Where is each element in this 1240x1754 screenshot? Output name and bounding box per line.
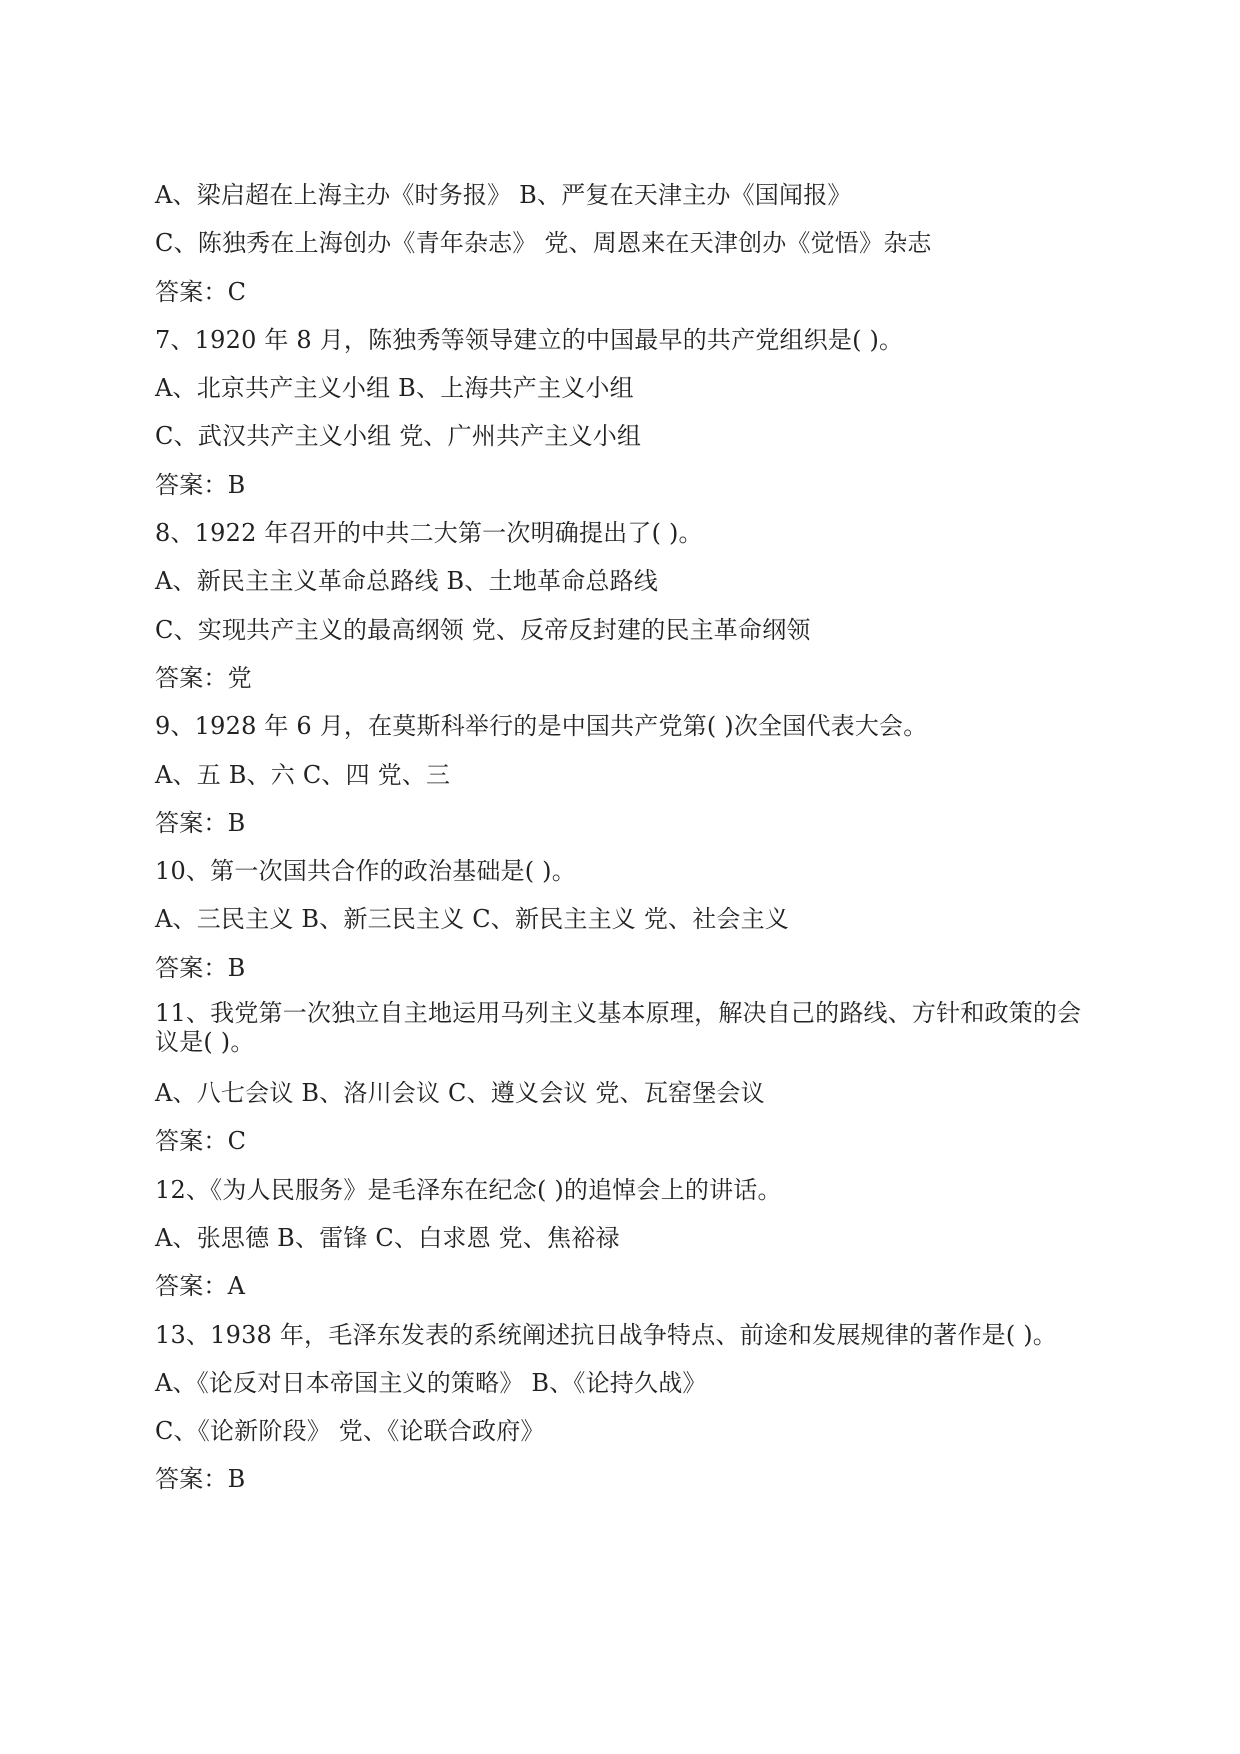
option-line: A、新民主主义革命总路线 B、土地革命总路线: [155, 567, 658, 596]
answer-line: 答案：C: [155, 277, 247, 306]
answer-line: 答案：B: [155, 470, 246, 499]
option-line: C、陈独秀在上海创办《青年杂志》 党、周恩来在天津创办《觉悟》杂志: [155, 229, 932, 258]
option-line: A、北京共产主义小组 B、上海共产主义小组: [155, 374, 634, 403]
option-line: C、武汉共产主义小组 党、广州共产主义小组: [155, 422, 642, 451]
answer-line: 答案：B: [155, 1465, 246, 1494]
answer-line: 答案：党: [155, 663, 252, 692]
question-11: 11、我党第一次独立自主地运用马列主义基本原理，解决自己的路线、方针和政策的会议是( )。: [155, 999, 1082, 1057]
option-line: A、三民主义 B、新三民主义 C、新民主主义 党、社会主义: [155, 905, 790, 934]
option-line: A、八七会议 B、洛川会议 C、遵义会议 党、瓦窑堡会议: [155, 1079, 765, 1108]
question-10: 10、第一次国共合作的政治基础是( )。: [155, 857, 576, 886]
question-9: 9、1928 年 6 月，在莫斯科举行的是中国共产党第( )次全国代表大会。: [155, 712, 928, 741]
question-13: 13、1938 年，毛泽东发表的系统阐述抗日战争特点、前途和发展规律的著作是( )。: [155, 1320, 1057, 1349]
answer-line: 答案：B: [155, 953, 246, 982]
option-line: A、五 B、六 C、四 党、三: [155, 760, 451, 789]
option-line: C、实现共产主义的最高纲领 党、反帝反封建的民主革命纲领: [155, 615, 811, 644]
question-7: 7、1920 年 8 月，陈独秀等领导建立的中国最早的共产党组织是( )。: [155, 325, 904, 354]
option-line: A、张思德 B、雷锋 C、白求恩 党、焦裕禄: [155, 1223, 620, 1252]
document-body: [155, 178, 1085, 1511]
option-line: A、梁启超在上海主办《时务报》 B、严复在天津主办《国闻报》: [155, 181, 852, 209]
question-12: 12、《为人民服务》是毛泽东在纪念( )的追悼会上的讲话。: [155, 1175, 782, 1204]
answer-line: 答案：A: [155, 1272, 246, 1301]
option-line: C、《论新阶段》 党、《论联合政府》: [155, 1417, 545, 1446]
answer-line: 答案：C: [155, 1127, 247, 1156]
answer-line: 答案：B: [155, 808, 246, 837]
question-8: 8、1922 年召开的中共二大第一次明确提出了( )。: [155, 519, 703, 548]
option-line: A、《论反对日本帝国主义的策略》 B、《论持久战》: [155, 1368, 707, 1397]
